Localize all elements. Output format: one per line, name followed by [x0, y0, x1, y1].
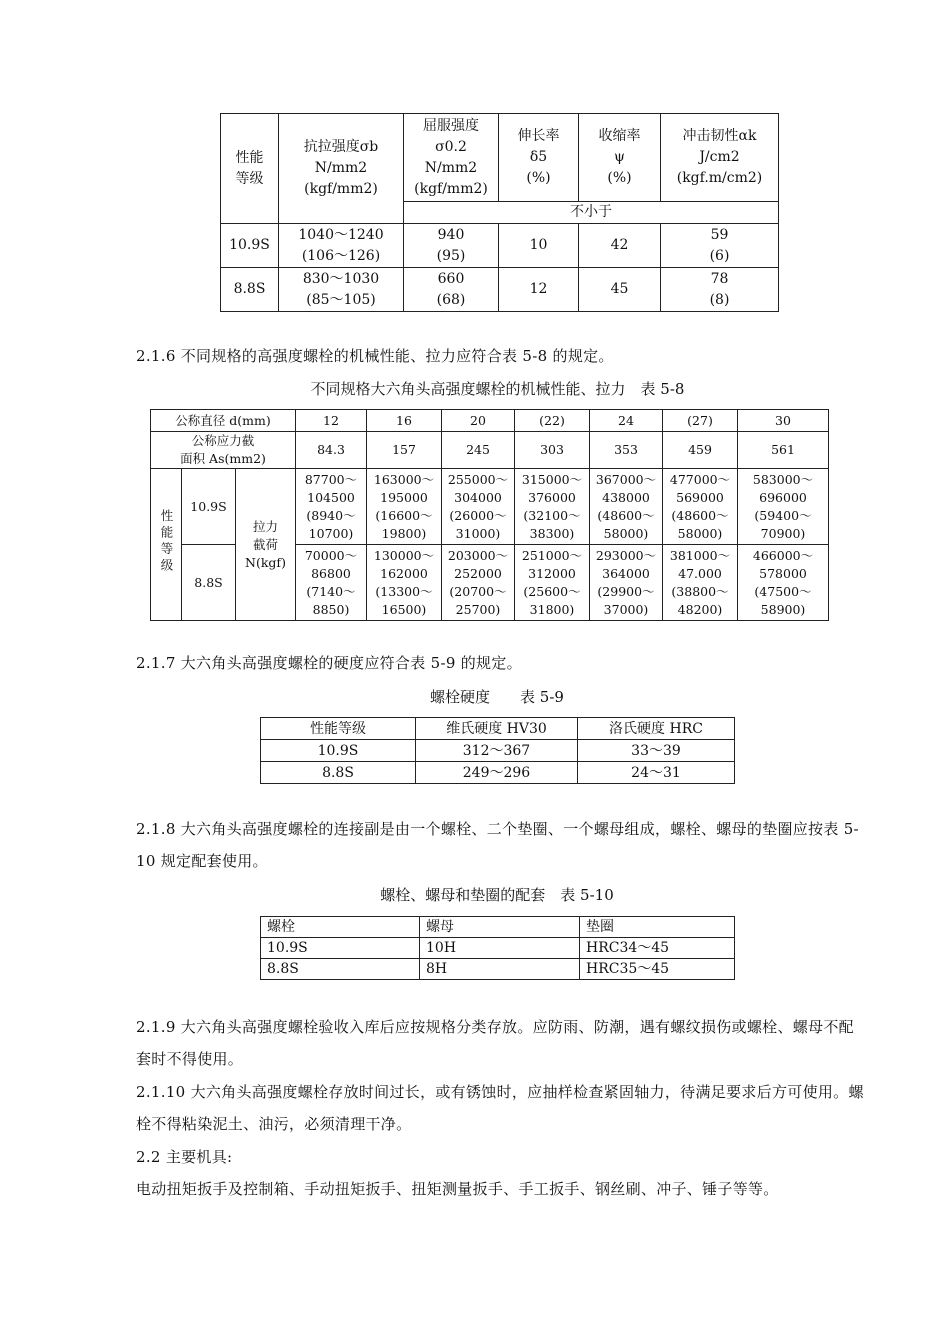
cell: 10H [420, 938, 580, 959]
bolt-load-table [150, 409, 829, 621]
cell: HRC34～45 [580, 938, 735, 959]
cell: 8H [420, 959, 580, 980]
load-cell: 367000～ 438000 (48600～ 58000) [590, 469, 663, 545]
cell-yield: 660 (68) [404, 268, 499, 312]
paragraph-2-2: 2.2 主要机具: [136, 1148, 233, 1166]
table-row [261, 762, 735, 784]
paragraph-2-1-7: 2.1.7 大六角头高强度螺栓的硬度应符合表 5-9 的规定。 [136, 654, 522, 672]
table-row [261, 740, 735, 762]
area-cell: 353 [590, 432, 663, 469]
table-row [221, 224, 779, 268]
cell: 249～296 [416, 762, 578, 784]
header-cell: 洛氏硬度 HRC [578, 718, 735, 740]
diameter-cell: 30 [738, 410, 829, 432]
cell-tensile: 1040～1240 (106～126) [279, 224, 404, 268]
hardness-table [260, 717, 735, 784]
load-cell: 251000～ 312000 (25600～ 31800) [515, 545, 590, 621]
cell-grade: 8.8S [221, 268, 279, 312]
area-cell: 157 [367, 432, 442, 469]
diameter-cell: 20 [442, 410, 515, 432]
load-cell: 477000～ 569000 (48600～ 58000) [663, 469, 738, 545]
grade-group-text: 性能等级 [159, 509, 174, 575]
diameter-cell: 24 [590, 410, 663, 432]
cell-impact: 78 (8) [661, 268, 779, 312]
paragraph-2-1-8: 2.1.8 大六角头高强度螺栓的连接副是由一个螺栓、二个垫圈、一个螺母组成，螺栓、螺母的垫圈应按表 5-10 规定配套使用。 [136, 820, 859, 870]
diameter-cell: 12 [296, 410, 367, 432]
table-row [261, 959, 735, 980]
header-cell: 维氏硬度 HV30 [416, 718, 578, 740]
load-cell: 381000～ 47.000 (38800～ 48200) [663, 545, 738, 621]
load-cell: 87700～ 104500 (8940～ 10700) [296, 469, 367, 545]
header-not-less: 不小于 [404, 202, 779, 224]
header-cell: 螺母 [420, 917, 580, 938]
area-label: 公称应力截 面积 As(mm2) [151, 432, 296, 469]
load-cell: 203000～ 252000 (20700～ 25700) [442, 545, 515, 621]
header-reduction: 收缩率 ψ (%) [579, 114, 661, 202]
load-cell: 70000～ 86800 (7140～ 8850) [296, 545, 367, 621]
cell: 24～31 [578, 762, 735, 784]
paragraph-2-1-9: 2.1.9 大六角头高强度螺栓验收入库后应按规格分类存放。应防雨、防潮，遇有螺纹损伤或螺栓、螺母不配套时不得使用。 [136, 1018, 854, 1068]
diameter-cell: (22) [515, 410, 590, 432]
area-cell: 459 [663, 432, 738, 469]
header-yield: 屈服强度 σ0.2 N/mm2 (kgf/mm2) [404, 114, 499, 202]
area-cell: 245 [442, 432, 515, 469]
caption-table-5-8: 不同规格大六角头高强度螺栓的机械性能、拉力 表 5-8 [310, 380, 685, 398]
paragraph-2-1-10: 2.1.10 大六角头高强度螺栓存放时间过长，或有锈蚀时，应抽样检查紧固轴力，待满足要求后方可使用。螺栓不得粘染泥土、油污，必须清理干净。 [136, 1083, 864, 1133]
cell: HRC35～45 [580, 959, 735, 980]
header-tensile: 抗拉强度σb N/mm2 (kgf/mm2) [279, 114, 404, 224]
cell: 312～367 [416, 740, 578, 762]
load-cell: 583000～ 696000 (59400～ 70900) [738, 469, 829, 545]
cell-reduction: 45 [579, 268, 661, 312]
cell: 10.9S [261, 938, 420, 959]
mechanical-properties-table [220, 113, 779, 312]
area-cell: 303 [515, 432, 590, 469]
diameter-cell: (27) [663, 410, 738, 432]
cell-reduction: 42 [579, 224, 661, 268]
header-cell: 垫圈 [580, 917, 735, 938]
table-row [261, 938, 735, 959]
cell: 33～39 [578, 740, 735, 762]
caption-table-5-9: 螺栓硬度 表 5-9 [430, 688, 564, 706]
load-cell: 163000～ 195000 (16600～ 19800) [367, 469, 442, 545]
load-cell: 315000～ 376000 (32100～ 38300) [515, 469, 590, 545]
table-row [151, 469, 829, 545]
load-cell: 130000～ 162000 (13300～ 16500) [367, 545, 442, 621]
cell: 8.8S [261, 762, 416, 784]
area-cell: 561 [738, 432, 829, 469]
paragraph-2-1-6: 2.1.6 不同规格的高强度螺栓的机械性能、拉力应符合表 5-8 的规定。 [136, 347, 614, 365]
area-cell: 84.3 [296, 432, 367, 469]
bolt-set-table [260, 916, 735, 980]
cell-elongation: 10 [499, 224, 579, 268]
diameter-cell: 16 [367, 410, 442, 432]
header-elongation: 伸长率 δ5 (%) [499, 114, 579, 202]
paragraph-tools: 电动扭矩扳手及控制箱、手动扭矩扳手、扭矩测量扳手、手工扳手、钢丝刷、冲子、锤子等等。 [136, 1180, 779, 1198]
header-cell: 螺栓 [261, 917, 420, 938]
cell: 10.9S [261, 740, 416, 762]
grade-group-label [151, 469, 182, 621]
cell-elongation: 12 [499, 268, 579, 312]
load-label: 拉力 截荷 N(kgf) [236, 469, 296, 621]
diameter-label: 公称直径 d(mm) [151, 410, 296, 432]
grade-name: 8.8S [182, 545, 236, 621]
grade-name: 10.9S [182, 469, 236, 545]
load-cell: 255000～ 304000 (26000～ 31000) [442, 469, 515, 545]
cell-grade: 10.9S [221, 224, 279, 268]
cell-yield: 940 (95) [404, 224, 499, 268]
table-row [221, 268, 779, 312]
cell-impact: 59 (6) [661, 224, 779, 268]
load-cell: 466000～ 578000 (47500～ 58900) [738, 545, 829, 621]
header-impact: 冲击韧性αk J/cm2 (kgf.m/cm2) [661, 114, 779, 202]
load-cell: 293000～ 364000 (29900～ 37000) [590, 545, 663, 621]
header-grade: 性能 等级 [221, 114, 279, 224]
caption-table-5-10: 螺栓、螺母和垫圈的配套 表 5-10 [380, 886, 614, 904]
cell: 8.8S [261, 959, 420, 980]
cell-tensile: 830～1030 (85～105) [279, 268, 404, 312]
header-cell: 性能等级 [261, 718, 416, 740]
